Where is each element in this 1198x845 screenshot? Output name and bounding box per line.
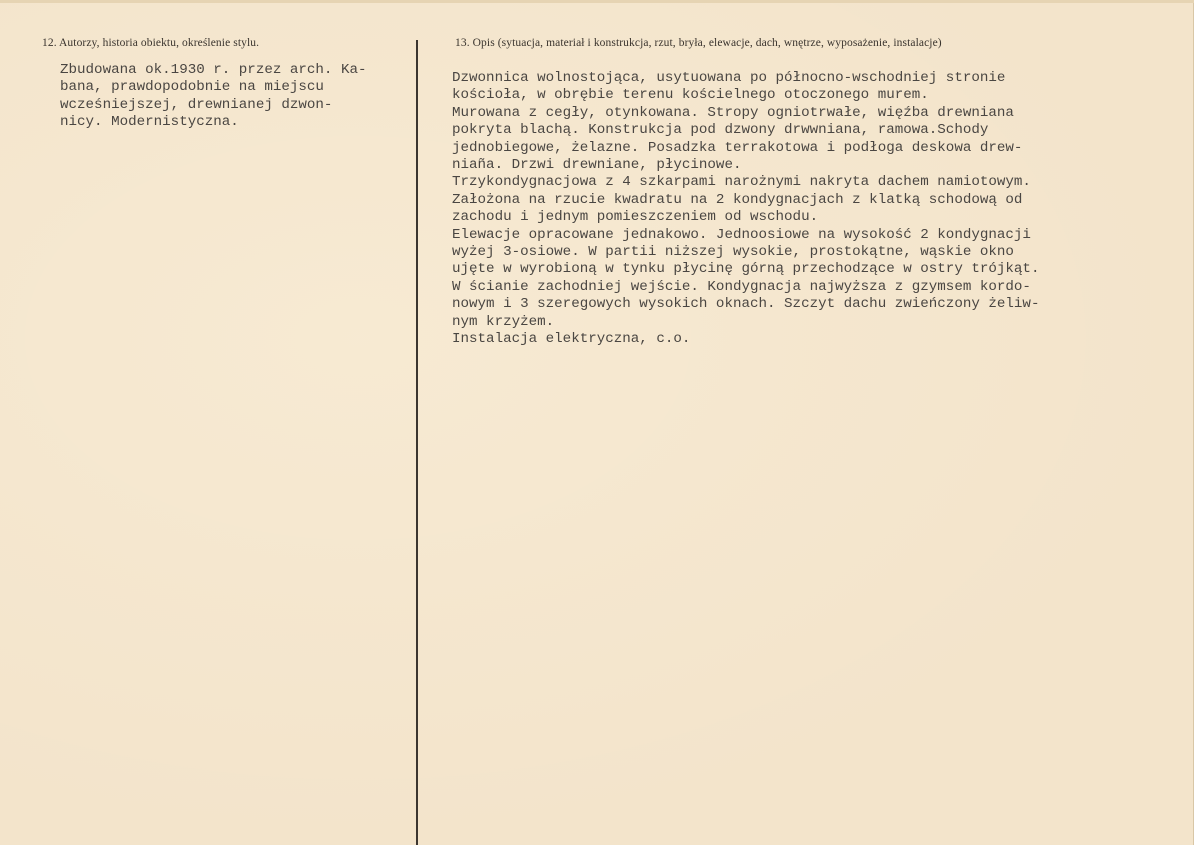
description-line: Trzykondygnacjowa z 4 szkarpami narożnymi nakryta dachem namiotowym. (452, 174, 1031, 191)
description-line: nym krzyżem. (452, 313, 555, 330)
description-line: Założona na rzucie kwadratu na 2 kondygnacjach z klatką schodową od (452, 191, 1023, 208)
history-text-block (60, 62, 416, 132)
description-line: wyżej 3-osiowe. W partii niższej wysokie, prostokątne, wąskie okno (452, 244, 1014, 261)
description-line: W ścianie zachodniej wejście. Kondygnacja najwyższa z gzymsem kordo- (452, 278, 1031, 295)
description-line: Elewacje opracowane jednakowo. Jednoosiowe na wysokość 2 kondygnacji (452, 226, 1031, 243)
history-line: Zbudowana ok.1930 r. przez arch. Ka- (60, 62, 367, 78)
section-13-heading: 13. Opis (sytuacja, materiał i konstrukcja, rzut, bryła, elewacje, dach, wnętrze, wyposażenie, instalacje) (455, 37, 942, 49)
card-top-edge (0, 0, 1194, 3)
description-line: Murowana z cegły, otynkowana. Stropy ogniotrwałe, więźba drewniana (452, 104, 1014, 121)
history-line: bana, prawdopodobnie na miejscu (60, 79, 324, 96)
history-line: wcześniejszej, drewnianej dzwon- (60, 96, 333, 113)
column-divider (416, 40, 418, 845)
description-line: pokryta blachą. Konstrukcja pod dzwony drwwniana, ramowa.Schody (452, 122, 989, 139)
description-line: ujęte w wyrobioną w tynku płycinę górną przechodzące w ostry trójkąt. (452, 261, 1040, 278)
description-text-block (452, 70, 1172, 349)
description-line: zachodu i jednym pomieszczeniem od wschodu. (452, 209, 819, 226)
section-12-heading: 12. Autorzy, historia obiektu, określenie stylu. (42, 37, 260, 49)
description-line: Dzwonnica wolnostojąca, usytuowana po północno-wschodniej stronie (452, 70, 1006, 86)
description-line: niaña. Drzwi drewniane, płycinowe. (452, 157, 742, 174)
description-line: nowym i 3 szeregowych wysokich oknach. Szczyt dachu zwieńczony żeliw- (452, 296, 1040, 313)
description-line: Instalacja elektryczna, c.o. (452, 331, 691, 348)
history-line: nicy. Modernistyczna. (60, 114, 239, 131)
description-line: jednobiegowe, żelazne. Posadzka terrakotowa i podłoga deskowa drew- (452, 139, 1023, 156)
description-line: kościoła, w obrębie terenu kościelnego otoczonego murem. (452, 87, 929, 104)
